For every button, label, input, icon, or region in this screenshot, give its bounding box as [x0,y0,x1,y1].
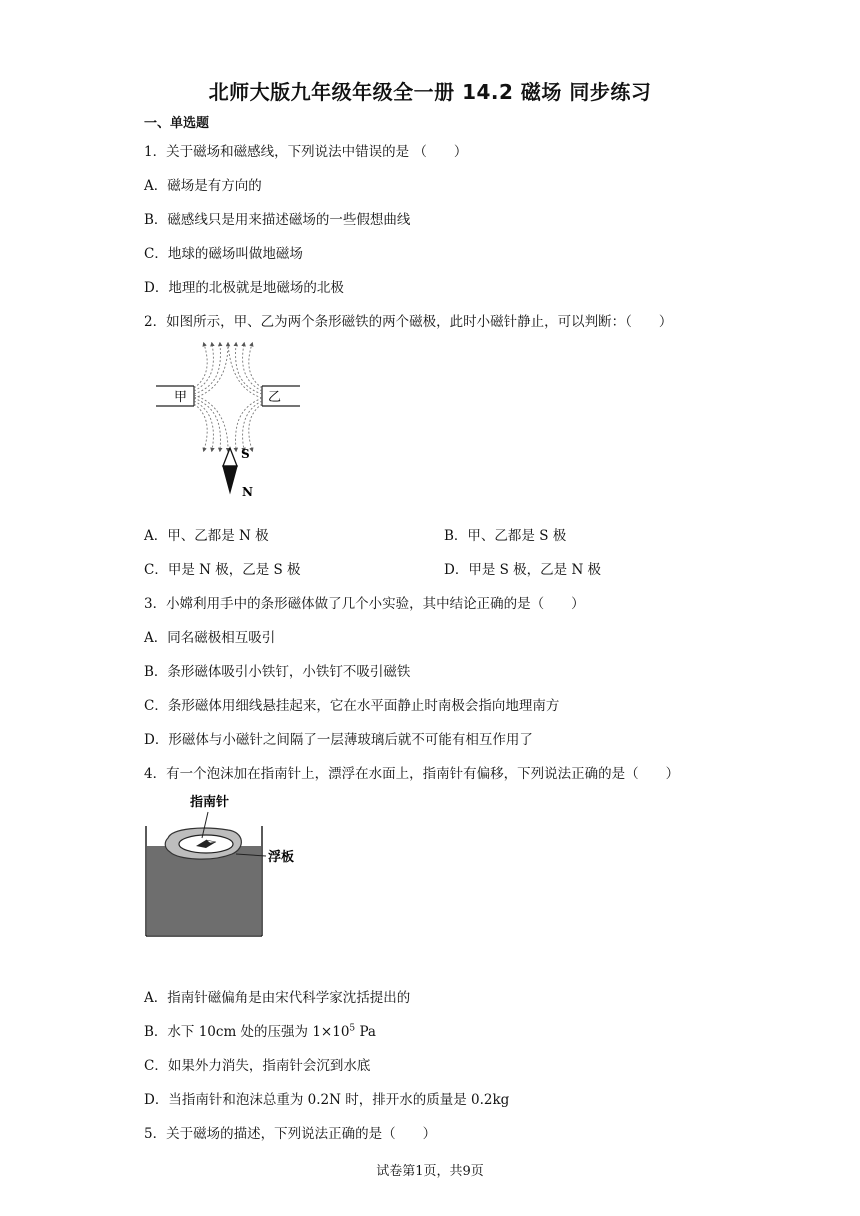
q3-option-a: A．同名磁极相互吸引 [144,630,276,646]
q4-option-d: D．当指南针和泡沫总重为 0.2N 时，排开水的质量是 0.2kg [144,1092,510,1108]
fig-s-label: S [241,447,250,461]
q2-option-d: D．甲是 S 极，乙是 N 极 [444,562,602,578]
fig-n-label: N [242,485,253,499]
q4-option-b-exponent: 5 [349,1023,356,1034]
q1-option-b: B．磁感线只是用来描述磁场的一些假想曲线 [144,212,411,228]
q3-option-d: D．形磁体与小磁针之间隔了一层薄玻璃后就不可能有相互作用了 [144,732,533,748]
q4-option-a: A．指南针磁偏角是由宋代科学家沈括提出的 [144,990,411,1006]
q1-stem: 1．关于磁场和磁感线，下列说法中错误的是 （ ） [144,144,468,160]
q4-option-b-text: B．水下 10cm 处的压强为 1×10 [144,1024,350,1040]
q3-option-c: C．条形磁体用细线悬挂起来，它在水平面静止时南极会指向地理南方 [144,698,560,714]
q2-option-b: B．甲、乙都是 S 极 [444,528,567,544]
q1-option-c: C．地球的磁场叫做地磁场 [144,246,303,262]
q1-option-a: A．磁场是有方向的 [144,178,262,194]
q3-option-b: B．条形磁体吸引小铁钉，小铁钉不吸引磁铁 [144,664,411,680]
q2-option-a: A．甲、乙都是 N 极 [144,528,269,544]
q5-stem: 5．关于磁场的描述，下列说法正确的是（ ） [144,1126,437,1142]
q4-stem: 4．有一个泡沫加在指南针上，漂浮在水面上，指南针有偏移，下列说法正确的是（ ） [144,766,680,782]
q2-stem: 2．如图所示，甲、乙为两个条形磁铁的两个磁极，此时小磁针静止，可以判断：（ ） [144,314,673,330]
q2-option-c: C．甲是 N 极，乙是 S 极 [144,562,301,578]
q4-option-c: C．如果外力消失，指南针会沉到水底 [144,1058,371,1074]
magnet-field-figure [150,338,310,500]
page-title: 北师大版九年级年级全一册 14.2 磁场 同步练习 [208,80,652,104]
fig-left-magnet-label: 甲 [174,390,188,405]
floating-compass-figure [144,790,314,940]
q4-option-b-unit: Pa [355,1024,376,1040]
fig-compass-label: 指南针 [190,795,230,810]
section-heading: 一、单选题 [144,116,210,131]
fig-right-magnet-label: 乙 [268,390,282,405]
q4-option-b [144,1020,376,1040]
fig-board-label: 浮板 [268,850,295,865]
page-footer: 试卷第1页，共9页 [376,1164,484,1179]
q1-option-d: D．地理的北极就是地磁场的北极 [144,280,344,296]
q3-stem: 3．小嫦利用手中的条形磁体做了几个小实验，其中结论正确的是（ ） [144,596,585,612]
